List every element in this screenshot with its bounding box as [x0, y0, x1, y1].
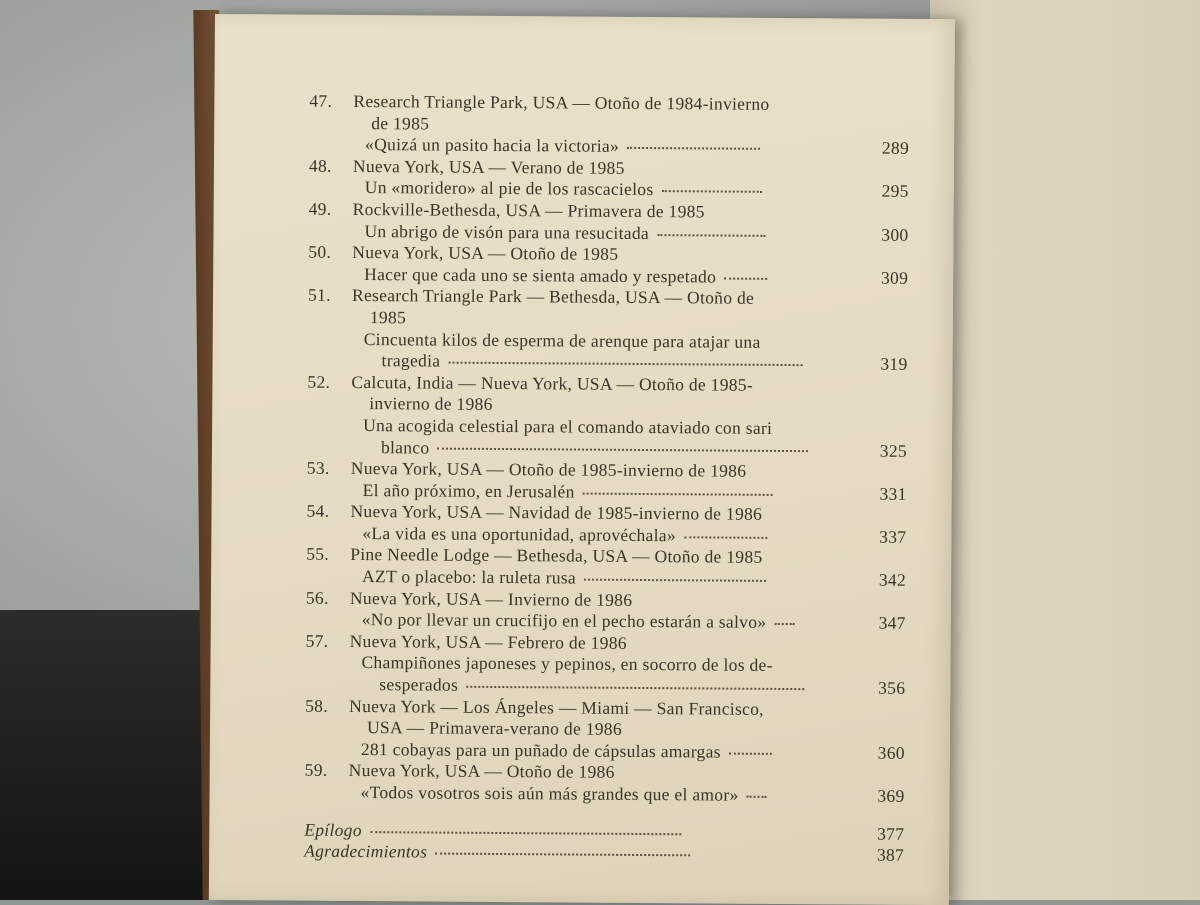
- page-number: 295: [849, 181, 909, 203]
- chapter-location: Research Triangle Park — Bethesda, USA — Otoño de: [352, 285, 908, 310]
- chapter-title-text: «Quizá un pasito hacia la victoria»: [365, 134, 619, 156]
- page-number: 342: [846, 569, 906, 591]
- toc-entry: [309, 91, 909, 160]
- toc-entry: [306, 587, 906, 634]
- leader-dots: [661, 190, 761, 193]
- toc-entry: [309, 155, 909, 202]
- chapter-title-text: Un abrigo de visón para una resucitada: [364, 221, 649, 243]
- back-matter-title: Epílogo: [304, 819, 362, 839]
- chapter-number: 57.: [306, 630, 350, 652]
- chapter-number: 50.: [308, 242, 352, 264]
- chapter-number: 56.: [306, 587, 350, 609]
- page-number: 325: [847, 440, 907, 462]
- page-number: 337: [846, 526, 906, 548]
- leader-dots: [657, 234, 765, 237]
- chapter-title: [360, 782, 844, 807]
- chapter-title-text: AZT o placebo: la ruleta rusa: [362, 566, 576, 587]
- chapter-title-text: Champiñones japoneses y pepinos, en socorro de los de-: [361, 652, 772, 675]
- chapter-location: Nueva York — Los Ángeles — Miami — San Francisco,: [349, 696, 905, 721]
- leader-dots: [627, 147, 760, 150]
- chapter-location: Nueva York, USA — Invierno de 1986: [350, 588, 906, 613]
- toc-entry: [306, 501, 906, 548]
- back-matter-entry: [304, 841, 904, 867]
- chapter-number: [309, 112, 353, 134]
- chapter-number: [305, 717, 349, 739]
- chapter-number: [307, 393, 351, 415]
- chapter-title-text: «La vida es una oportunidad, aprovéchala»: [362, 523, 676, 545]
- page-number: 309: [848, 267, 908, 289]
- page-number: 319: [847, 354, 907, 376]
- chapter-number: 52.: [307, 371, 351, 393]
- page-number: 356: [845, 677, 905, 699]
- chapter-title-text: sesperados: [379, 674, 458, 695]
- chapter-number: 54.: [306, 501, 350, 523]
- chapter-location: USA — Primavera-verano de 1986: [349, 717, 905, 742]
- chapter-title-text: blanco: [381, 437, 430, 457]
- chapter-location: Nueva York, USA — Otoño de 1986: [349, 760, 905, 785]
- chapter-title-text: «No por llevar un crucifijo en el pecho estarán a salvo»: [362, 609, 767, 632]
- book-page: [209, 14, 955, 905]
- chapter-number: 59.: [305, 760, 349, 782]
- leader-dots: [729, 752, 772, 754]
- chapter-location: Pine Needle Lodge — Bethesda, USA — Otoño de 1985: [350, 544, 906, 569]
- chapter-location: Research Triangle Park, USA — Otoño de 1984-invierno: [353, 91, 909, 116]
- chapter-number: [308, 307, 352, 329]
- chapter-location: de 1985: [353, 113, 909, 138]
- chapter-location: Nueva York, USA — Verano de 1985: [353, 156, 909, 181]
- facing-page: [930, 0, 1200, 900]
- table-of-contents: [304, 91, 909, 867]
- chapter-location: Calcuta, India — Nueva York, USA — Otoño de 1985-: [351, 372, 907, 397]
- chapter-location: Nueva York, USA — Otoño de 1985-invierno de 1986: [351, 458, 907, 483]
- back-matter-title: Agradecimientos: [304, 841, 427, 862]
- toc-entry: [308, 242, 908, 289]
- chapter-number: 47.: [309, 91, 353, 113]
- toc-entry: [305, 695, 905, 764]
- leader-dots: [583, 492, 773, 495]
- page-number: 360: [845, 742, 905, 764]
- chapter-title-text: Una acogida celestial para el comando ataviado con sari: [363, 415, 772, 438]
- leader-dots: [370, 831, 681, 835]
- chapter-location: Nueva York, USA — Febrero de 1986: [350, 631, 906, 656]
- leader-dots: [747, 796, 767, 798]
- page-number: 369: [844, 785, 904, 807]
- chapter-number: 48.: [309, 155, 353, 177]
- page-number: 300: [848, 224, 908, 246]
- toc-entry: [307, 371, 908, 462]
- toc-entry: [308, 285, 909, 376]
- page-number: 289: [849, 138, 909, 160]
- chapter-number: 49.: [309, 199, 353, 221]
- chapter-title-text: 281 cobayas para un puñado de cápsulas amargas: [361, 739, 721, 762]
- chapter-number: 51.: [308, 285, 352, 307]
- leader-dots: [437, 448, 808, 453]
- chapter-number: 58.: [305, 695, 349, 717]
- leader-dots: [466, 686, 804, 690]
- toc-entry: [304, 760, 904, 807]
- leader-dots: [448, 362, 802, 366]
- leader-dots: [724, 277, 767, 279]
- toc-entry: [307, 458, 907, 505]
- chapter-title-text: «Todos vosotros sois aún más grandes que el amor»: [361, 782, 739, 805]
- chapter-location: Nueva York, USA — Navidad de 1985-invierno de 1986: [350, 501, 906, 526]
- leader-dots: [774, 623, 794, 625]
- toc-entry: [308, 199, 908, 246]
- back-matter-label: [304, 841, 844, 866]
- toc-entry: [306, 544, 906, 591]
- chapter-title-text: tragedia: [382, 350, 441, 370]
- page-number: 331: [847, 483, 907, 505]
- chapter-title-text: Cincuenta kilos de esperma de arenque para atajar una: [364, 329, 761, 352]
- chapter-location: Rockville-Bethesda, USA — Primavera de 1985: [353, 199, 909, 224]
- chapter-number: 55.: [306, 544, 350, 566]
- chapter-location: 1985: [352, 307, 908, 332]
- chapter-title-text: Un «moridero» al pie de los rascacielos: [365, 177, 654, 199]
- chapter-title-text: Hacer que cada uno se sienta amado y respetado: [364, 264, 716, 286]
- toc-entry: [305, 630, 905, 699]
- chapter-title-line: [304, 782, 904, 808]
- leader-dots: [435, 853, 690, 857]
- chapter-location: invierno de 1986: [351, 393, 907, 418]
- chapter-number: 53.: [307, 458, 351, 480]
- page-number: 377: [844, 823, 904, 845]
- page-number: 347: [846, 613, 906, 635]
- leader-dots: [684, 536, 768, 539]
- chapter-location: Nueva York, USA — Otoño de 1985: [352, 242, 908, 267]
- page-number: 387: [844, 845, 904, 867]
- chapter-title-text: El año próximo, en Jerusalén: [363, 480, 575, 501]
- leader-dots: [584, 579, 766, 582]
